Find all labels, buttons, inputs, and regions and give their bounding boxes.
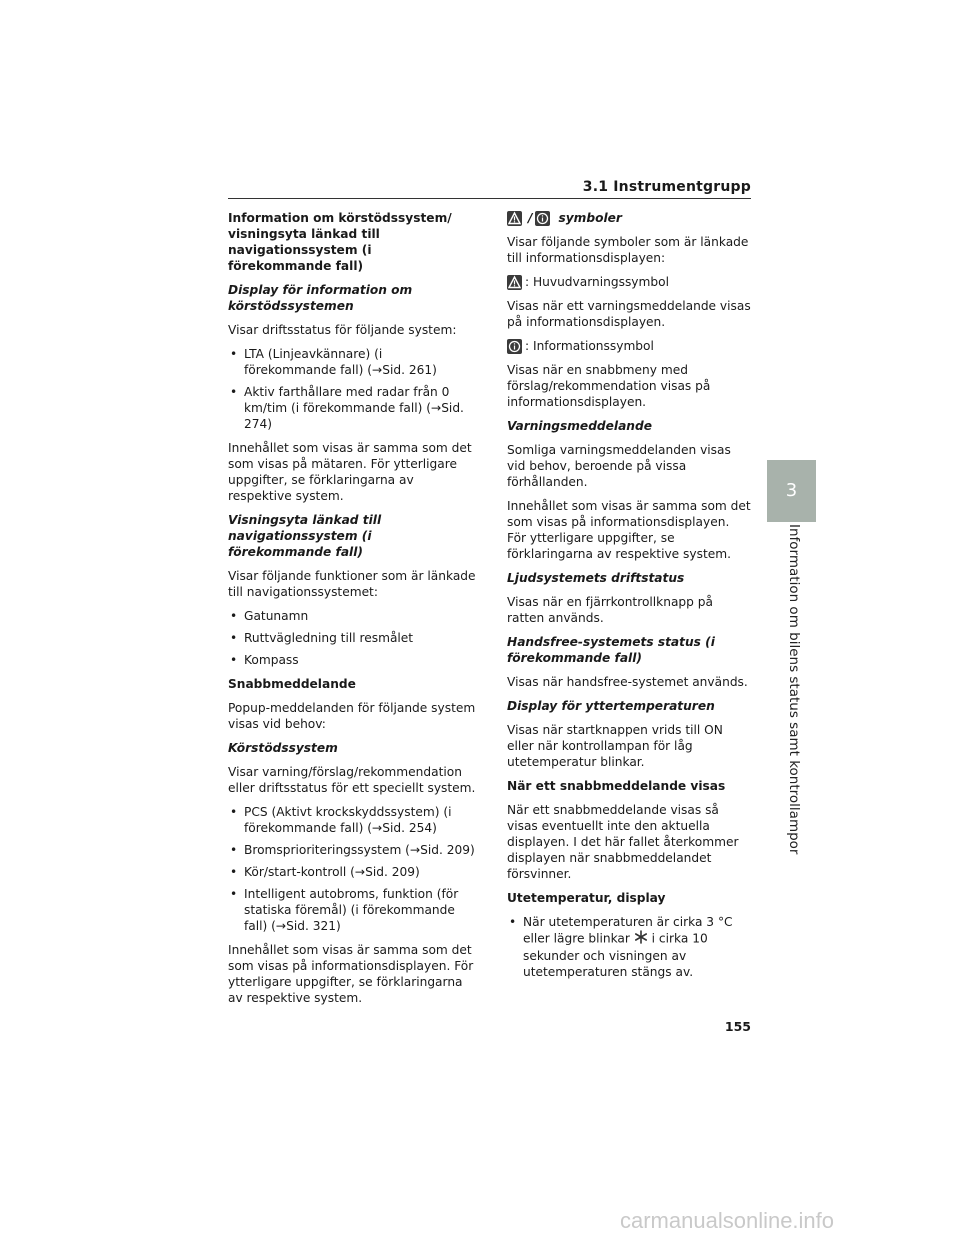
snowflake-icon [634, 930, 648, 948]
right-column [507, 210, 752, 986]
list-item: • Aktiv farthållare med radar från 0 km/tim (i förekommande fall) (→Sid. 274) [228, 384, 478, 432]
chapter-title: Information om bilens status samt kontrollampor [786, 524, 802, 855]
subheading-handsfree-status: Handsfree-systemets status (i förekommande fall) [507, 635, 715, 665]
subheading-outside-temp-display: Display för yttertemperaturen [507, 699, 715, 713]
list-item: • Ruttvägledning till resmålet [228, 630, 478, 646]
paragraph: Visar följande funktioner som är länkade till navigationssystemet: [228, 569, 476, 599]
heading-popup-message: Snabbmeddelande [228, 677, 356, 691]
chapter-tab [767, 460, 816, 522]
page-header [228, 176, 751, 199]
chapter-number: 3 [785, 480, 798, 501]
paragraph: Visas när en fjärrkontrollknapp på ratten används. [507, 595, 713, 625]
section-title: 3.1 Instrumentgrupp [582, 179, 751, 195]
list-item: • Gatunamn [228, 608, 478, 624]
subheading-driver-assist-display: Display för information om körstödssystemen [228, 283, 413, 313]
list-item: • LTA (Linjeavkännare) (i förekommande fall) (→Sid. 261) [228, 346, 478, 378]
paragraph: Visar följande symboler som är länkade till informationsdisplayen: [507, 235, 749, 265]
paragraph: Visas när startknappen vrids till ON eller när kontrollampan för låg utetemperatur blinkar. [507, 723, 723, 769]
list-item: • Bromsprioriteringssystem (→Sid. 209) [228, 842, 478, 858]
bullet-text-end: i cirka 10 sekunder och visningen av utetemperaturen stängs av. [523, 931, 708, 979]
paragraph: Visas när en snabbmeny med förslag/rekommendation visas på informationsdisplayen. [507, 363, 711, 409]
list-item [507, 914, 752, 980]
paragraph: Visar varning/förslag/rekommendation eller driftsstatus för ett speciellt system. [228, 765, 476, 795]
info-symbol-row [507, 338, 752, 354]
heading-outside-temp: Utetemperatur, display [507, 891, 666, 905]
warning-icon [507, 275, 522, 290]
warning-symbol-label: : Huvudvarningssymbol [525, 275, 669, 289]
symbol-separator: / [528, 211, 533, 225]
subheading-warning-message: Varningsmeddelande [507, 419, 652, 433]
paragraph: Innehållet som visas är samma som det som visas på informationsdisplayen. För ytterligare uppgifter, se förklaringarna av respektive system. [507, 499, 751, 561]
heading-driver-assist-info: Information om körstödssystem/ visningsyta länkad till navigationssystem (i förekommande fall) [228, 211, 452, 273]
subheading-navigation-area: Visningsyta länkad till navigationssystem (i förekommande fall) [228, 513, 382, 559]
paragraph: Visas när handsfree-systemet används. [507, 675, 748, 689]
symbols-heading-text: symboler [558, 211, 622, 225]
subheading-driver-assist-system: Körstödssystem [228, 741, 338, 755]
paragraph: Visas när ett varningsmeddelande visas på informationsdisplayen. [507, 299, 751, 329]
paragraph: Popup-meddelanden för följande system visas vid behov: [228, 701, 476, 731]
subheading-audio-status: Ljudsystemets driftstatus [507, 571, 685, 585]
info-icon [535, 211, 550, 226]
warning-icon [507, 211, 522, 226]
list-item: • Kompass [228, 652, 478, 668]
paragraph: När ett snabbmeddelande visas så visas eventuellt inte den aktuella displayen. I det här fallet återkommer displayen när snabbmeddelandet försvinner. [507, 803, 739, 881]
paragraph: Innehållet som visas är samma som det som visas på informationsdisplayen. För ytterligare uppgifter, se förklaringarna av respektive system. [228, 943, 474, 1005]
paragraph: Somliga varningsmeddelanden visas vid behov, beroende på vissa förhållanden. [507, 443, 731, 489]
info-icon [507, 339, 522, 354]
heading-when-popup-shown: När ett snabbmeddelande visas [507, 779, 726, 793]
paragraph: Visar driftsstatus för följande system: [228, 323, 457, 337]
heading-symbols [507, 210, 752, 226]
info-symbol-label: : Informationssymbol [525, 339, 654, 353]
left-column [228, 210, 478, 1014]
page-number: 155 [724, 1019, 751, 1034]
list-item: • Intelligent autobroms, funktion (för statiska föremål) (i förekommande fall) (→Sid. 321) [228, 886, 478, 934]
list-item: • PCS (Aktivt krockskyddssystem) (i förekommande fall) (→Sid. 254) [228, 804, 478, 836]
bullet-text-start: När utetemperaturen är cirka 3 °C eller lägre blinkar [523, 915, 733, 946]
warning-symbol-row [507, 274, 752, 290]
paragraph: Innehållet som visas är samma som det som visas på mätaren. För ytterligare uppgifter, se förklaringarna av respektive system. [228, 441, 472, 503]
watermark: carmanualsonline.info [620, 1208, 835, 1233]
list-item: • Kör/start-kontroll (→Sid. 209) [228, 864, 478, 880]
